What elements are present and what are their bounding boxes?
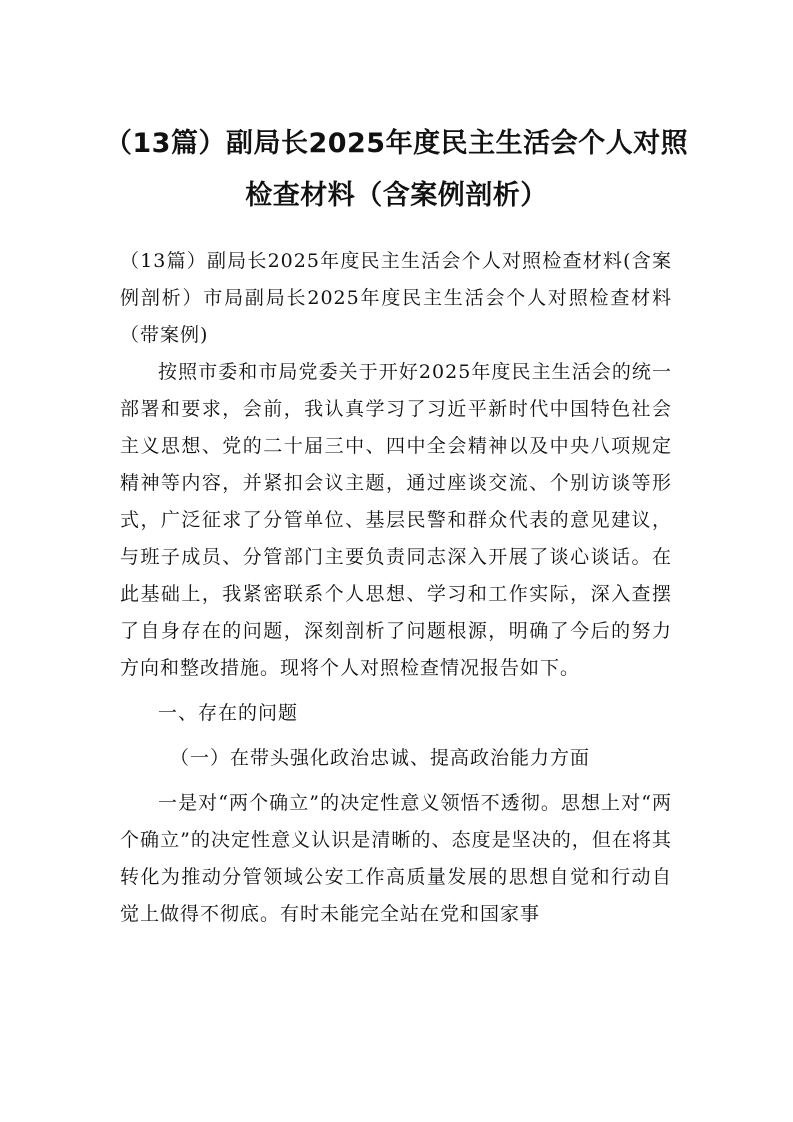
document-body [120,243,672,933]
subsection-heading: （一）在带头强化政治忠诚、提高政治能力方面 [170,747,591,769]
section-heading: 一、存在的问题 [158,702,299,724]
body-paragraph: 按照市委和市局党委关于开好2025年度民主生活会的统一部署和要求，会前，我认真学习了习近平新时代中国特色社会主义思想、党的二十届三中、四中全会精神以及中央八项规定精神等内容，并紧扣会议主题，通过座谈交流、个别访谈等形式，广泛征求了分管单位、基层民警和群众代表的意见建议，与班子成员、分管部门主要负责同志深入开展了谈心谈话。在此基础上，我紧密联系个人思想、学习和工作实际，深入查摆了自身存在的问题，深刻剖析了问题根源，明确了今后的努力方向和整改措施。现将个人对照检查情况报告如下。 [120,361,672,679]
document-title: （13篇）副局长2025年度民主生活会个人对照检查材料（含案例剖析） [104,128,689,211]
intro-paragraph: （13篇）副局长2025年度民主生活会个人对照检查材料(含案例剖析）市局副局长2025年度民主生活会个人对照检查材料（带案例) [120,250,672,346]
body-paragraph: 一是对“两个确立”的决定性意义领悟不透彻。思想上对“两个确立”的决定性意义认识是清晰的、态度是坚决的，但在将其转化为推动分管领域公安工作高质量发展的思想自觉和行动自觉上做得不彻底。有时未能完全站在党和国家事 [120,792,672,925]
